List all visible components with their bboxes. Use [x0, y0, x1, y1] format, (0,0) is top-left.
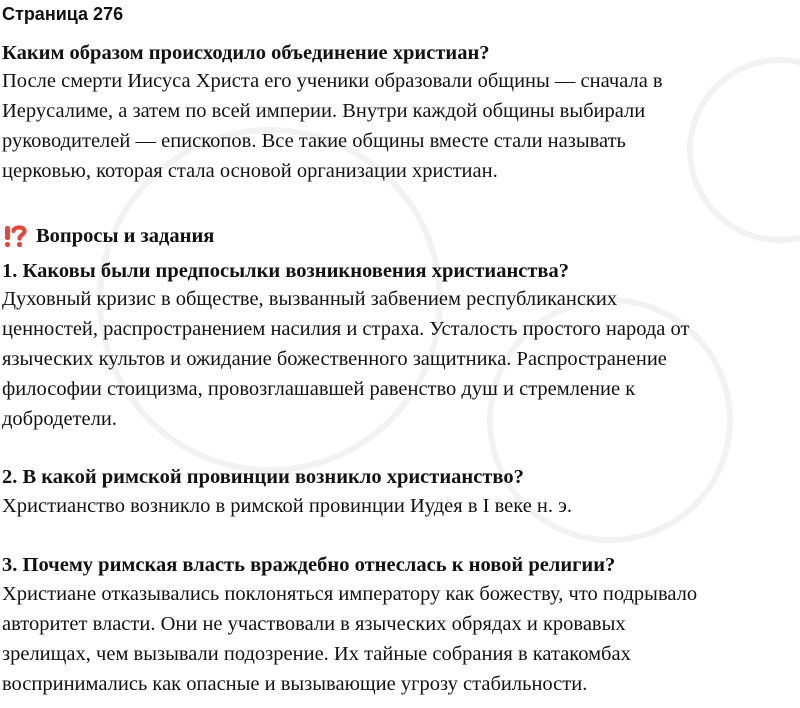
answer-line: воспринимались как опасные и вызывающие угрозу стабильности.	[2, 673, 588, 695]
question-2-answer	[2, 491, 798, 521]
question-2-title: 2. В какой римской провинции возникло христианство?	[2, 466, 524, 488]
questions-section-heading	[2, 222, 214, 250]
question-1-title: 1. Каковы были предпосылки возникновения христианства?	[2, 260, 570, 282]
answer-line: языческих культов и ожидание божественного защитника. Распространение	[2, 348, 667, 370]
answer-line: Иерусалиме, а затем по всей империи. Внутри каждой общины выбирали	[2, 100, 646, 122]
section-title: Вопросы и задания	[36, 225, 215, 247]
answer-line: добродетели.	[2, 408, 117, 430]
intro-question: Каким образом происходило объединение христиан?	[2, 42, 490, 64]
answer-line: зрелищах, чем вызывали подозрение. Их тайные собрания в катакомбах	[2, 643, 631, 665]
answer-line: Духовный кризис в обществе, вызванный забвением республиканских	[2, 288, 618, 310]
answer-line: руководителей — епископов. Все такие общины вместе стали называть	[2, 130, 626, 152]
question-3-title: 3. Почему римская власть враждебно отнеслась к новой религии?	[2, 554, 616, 576]
answer-line: Христиане отказывались поклоняться императору как божеству, что подрывало	[2, 583, 698, 605]
answer-line: ценностей, распространением насилия и страха. Усталость простого народа от	[2, 318, 690, 340]
answer-line: Христианство возникло в римской провинции Иудея в I веке н. э.	[2, 495, 573, 517]
page-number-heading: Страница 276	[2, 4, 124, 24]
intro-answer	[2, 66, 798, 186]
exclamation-question-icon	[2, 223, 28, 249]
answer-line: авторитет власти. Они не участвовали в языческих обрядах и кровавых	[2, 613, 626, 635]
answer-line: церковью, которая стала основой организации христиан.	[2, 160, 498, 182]
answer-line: философии стоицизма, провозглашавшей равенство душ и стремление к	[2, 378, 636, 400]
question-1-answer	[2, 284, 798, 434]
question-3-answer	[2, 579, 798, 699]
answer-line: После смерти Иисуса Христа его ученики образовали общины — сначала в	[2, 70, 663, 92]
